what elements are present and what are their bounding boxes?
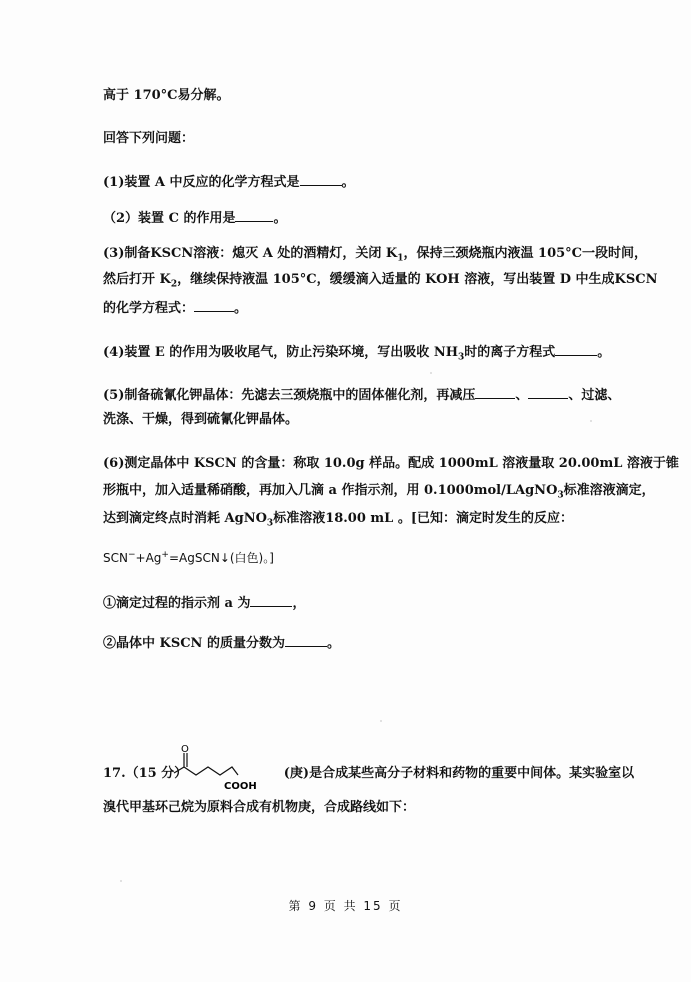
question-5-line-b — [103, 410, 298, 430]
q6-2-blank[interactable] — [285, 632, 327, 647]
q17-text-b: 溴代甲基环己烷为原料合成有机物庚，合成路线如下： — [103, 800, 416, 815]
q5-text-a: (5)制备硫氰化钾晶体：先滤去三颈烧瓶中的固体催化剂，再减压 — [103, 388, 476, 403]
q3-sub-k2: 2 — [170, 279, 178, 290]
q5-blank-1[interactable] — [475, 384, 515, 399]
q3-sub-k1: 1 — [397, 253, 404, 264]
question-6-1 — [103, 592, 306, 614]
cooh-label: COOH — [224, 781, 257, 792]
decompose-text: 高于 170°C易分解。 — [103, 88, 230, 103]
question-6-2 — [103, 632, 340, 654]
carbon-chain — [184, 767, 238, 775]
q6-1-text: ①滴定过程的指示剂 a 为 — [103, 596, 251, 611]
scan-speck — [430, 372, 432, 374]
q2-period: 。 — [273, 211, 287, 226]
q6-sub-c: 3 — [266, 518, 274, 529]
q6-1-blank[interactable] — [250, 592, 292, 607]
eq-ag: +Ag — [135, 551, 162, 565]
eq-scn: SCN — [103, 551, 128, 565]
q3-text-c: 的化学方程式： — [103, 301, 195, 316]
answer-intro-text: 回答下列问题： — [103, 131, 195, 146]
q1-blank[interactable] — [300, 171, 342, 186]
eq-product: =AgSCN↓(白色)。] — [168, 551, 274, 565]
question-6-line-c — [103, 509, 573, 534]
q4-text-mid: 时的离子方程式 — [464, 345, 556, 360]
q3-text-b: 然后打开 K — [103, 272, 171, 287]
q4-sub-3: 3 — [458, 352, 465, 363]
q6-1-comma: ， — [292, 596, 306, 611]
question-4 — [103, 341, 610, 368]
question-6-line-a — [103, 454, 679, 474]
oxygen-label: O — [181, 745, 189, 755]
q6-text-b-suffix: 标准溶液滴定， — [563, 483, 655, 498]
q2-blank[interactable] — [235, 207, 273, 222]
q6-text-c: 达到滴定终点时消耗 AgNO — [103, 511, 267, 526]
question-3-line-c — [103, 297, 247, 319]
q5-sep: 、 — [515, 388, 529, 403]
question-2 — [103, 207, 286, 229]
q6-text-b: 形瓶中，加入适量稀硝酸，再加入几滴 a 作指示剂，用 0.1000mol/LAgNO — [103, 483, 558, 498]
q3-text-b2: ，继续保持液温 105°C，缓缓滴入适量的 KOH 溶液，写出装置 D 中生成KSCN — [177, 272, 658, 287]
scan-speck — [380, 720, 382, 722]
q6-2-period: 。 — [326, 636, 340, 651]
q6-sub-b: 3 — [557, 490, 564, 501]
scan-speck — [590, 420, 592, 422]
q5-text-b: 洗涤、干燥，得到硫氰化钾晶体。 — [103, 412, 299, 427]
q2-text: （2）装置 C 的作用是 — [103, 211, 236, 226]
text-line-answer-intro — [103, 129, 194, 149]
eq-sup-minus: − — [127, 550, 136, 560]
molecule-structure-icon — [172, 745, 262, 795]
q1-period: 。 — [341, 175, 355, 190]
question-5-line-a — [103, 384, 620, 406]
page-footer: 第 9 页 共 15 页 — [288, 899, 403, 913]
q1-text: (1)装置 A 中反应的化学方程式是 — [103, 175, 300, 190]
question-3-line-a — [103, 244, 647, 269]
q3-blank[interactable] — [194, 297, 234, 312]
q4-blank[interactable] — [555, 341, 597, 356]
q5-blank-2[interactable] — [528, 384, 568, 399]
q6-text-a: (6)测定晶体中 KSCN 的含量：称取 10.0g 样品。配成 1000mL 溶液量取 20.00mL 溶液于锥 — [103, 456, 679, 471]
q4-text: (4)装置 E 的作用为吸收尾气，防止污染环境，写出吸收 NH — [103, 345, 458, 360]
question-6-equation — [103, 545, 274, 568]
q4-period: 。 — [597, 345, 611, 360]
carbonyl-bond — [174, 753, 184, 773]
eq-sup-plus: + — [161, 550, 169, 560]
q3-text-a: (3)制备KSCN溶液：熄灭 A 处的酒精灯，关闭 K — [103, 246, 398, 261]
q17-text-a: (庚)是合成某些高分子材料和药物的重要中间体。某实验室以 — [283, 766, 635, 781]
question-3-line-b — [103, 270, 657, 295]
q17-number: 17.（15 分） — [103, 766, 188, 781]
question-1 — [103, 171, 355, 193]
q3-text-a2: ，保持三颈烧瓶内液温 105°C一段时间， — [403, 246, 648, 261]
question-17-line-b — [103, 798, 415, 818]
text-line-decompose — [103, 86, 230, 106]
q6-2-text: ②晶体中 KSCN 的质量分数为 — [103, 636, 285, 651]
q5-text-a-suffix: 、过滤、 — [568, 388, 621, 403]
question-6-line-b — [103, 481, 655, 506]
scan-speck — [120, 880, 122, 882]
q6-text-c-suffix: 标准溶液18.00 mL 。[已知：滴定时发生的反应： — [273, 511, 573, 526]
q3-period: 。 — [234, 301, 248, 316]
